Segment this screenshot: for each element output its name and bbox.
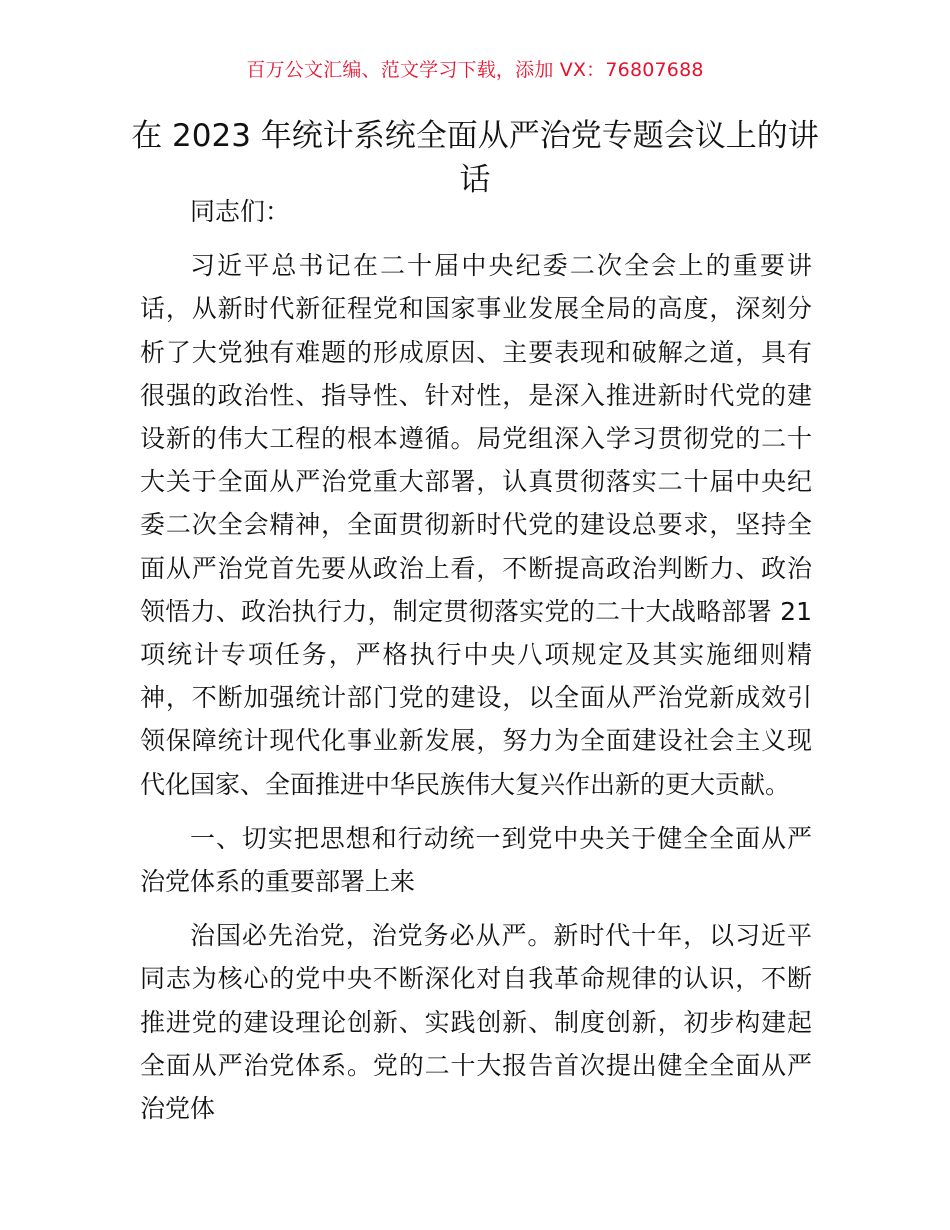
- document-title: 在 2023 年统计系统全面从严治党专题会议上的讲话: [131, 118, 819, 198]
- section-heading-1: 一、切实把思想和行动统一到党中央关于健全全面从严治党体系的重要部署上来: [140, 823, 812, 897]
- document-body: [140, 190, 812, 1141]
- salutation: 同志们：: [190, 197, 291, 226]
- watermark-header: 百万公文汇编、范文学习下载，添加 VX：76807688: [246, 59, 704, 81]
- paragraph-section-1: 治国必先治党，治党务必从严。新时代十年，以习近平同志为核心的党中央不断深化对自我革命规律的认识，不断推进党的建设理论创新、实践创新、制度创新，初步构建起全面从严治党体系。党的二十大报告首次提出健全全面从严治党体: [140, 921, 812, 1124]
- paragraph-intro: 习近平总书记在二十届中央纪委二次全会上的重要讲话，从新时代新征程党和国家事业发展全局的高度，深刻分析了大党独有难题的形成原因、主要表现和破解之道，具有很强的政治性、指导性、针对性，是深入推进新时代党的建设新的伟大工程的根本遵循。局党组深入学习贯彻党的二十大关于全面从严治党重大部署，认真贯彻落实二十届中央纪委二次全会精神，全面贯彻新时代党的建设总要求，坚持全面从严治党首先要从政治上看，不断提高政治判断力、政治领悟力、政治执行力，制定贯彻落实党的二十大战略部署 21 项统计专项任务，严格执行中央八项规定及其实施细则精神，不断加强统计部门党的建设，以全面从严治党新成效引领保障统计现代化事业新发展，努力为全面建设社会主义现代化国家、全面推进中华民族伟大复兴作出新的更大贡献。: [140, 251, 812, 799]
